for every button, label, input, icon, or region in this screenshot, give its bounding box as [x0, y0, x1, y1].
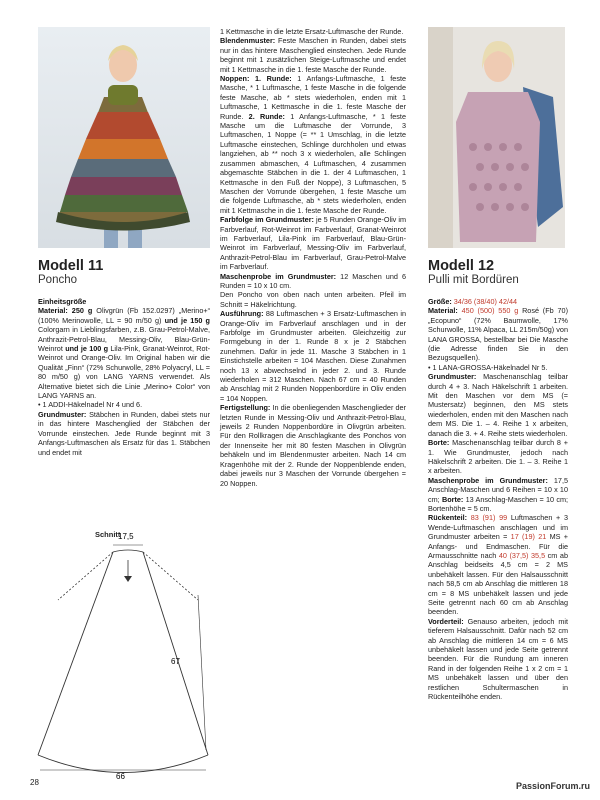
model12-header: [428, 258, 519, 287]
groesse-line: Größe: 34/36 (38/40) 42/44: [428, 297, 518, 306]
watermark: PassionForum.ru: [515, 781, 590, 791]
noppen-paragraph: Noppen: 1. Runde: 1 Anfangs-Luftmasche, 1 feste Masche, * 1 Luftmasche, 1 feste Masche in die folgende feste Masche, ab * stets wiederholen, enden mit 1 Luftmasche, 1 Kettmasche in die 1. feste Masche der Runde. 2. Runde: 1 Anfangs-Luftmasche, * 1 feste Masche um die Luftmasche der Vorrunde, 3 Luftmaschen, 1 Noppe (= ** 1 Umschlag, in die letzte Luftmasche einstechen, Schlinge durchholen und etwas langziehen, ab ** noch 3 x wiederholen, alle Schlingen zusammen abmaschen, 4 Luftmaschen, 4 zusammen abgemaschte Stäbchen in die 1. der 4 Luftmaschen, 1 Kettmasche in den Fuß der Noppe), 3 Luftmaschen, 5 Maschen der Vorrunde übergehen, 1 feste Masche um die folgende Luftmasche, ab * stets wiederholen, enden mit 1 Kettmasche in die 1. feste Masche der Runde.: [220, 74, 406, 215]
grundmuster-paragraph: Grundmuster: Stäbchen in Runden, dabei stets nur in das hintere Maschenglied der Stäbchen der Vorrunde einstechen. Jede Runde beginnt mit 3 Anfangs-Luftmaschen als Ersatz für das 1. Stäbchen und endet mit: [38, 409, 210, 457]
maschenprobe12-paragraph: Maschenprobe im Grundmuster: 17,5 Anschlag-Maschen und 6 Reihen = 10 x 10 cm; Borte: 13 Anschlag-Maschen = 10 cm; Bortenhöhe = 5 cm.: [428, 475, 568, 513]
model12-number: Modell 12: [428, 258, 495, 274]
dim-top: 17,5: [118, 532, 134, 541]
model11-header: [38, 258, 103, 287]
borte-paragraph: Borte: Maschenanschlag teilbar durch 8 + 1. Wie Grundmuster, jedoch nach Häkelschrift 2 arbeiten. Die 1. – 3. Reihe 1 x arbeiten.: [428, 438, 568, 476]
column-3: [428, 297, 568, 701]
farbfolge-paragraph: Farbfolge im Grundmuster: je 5 Runden Orange-Oliv im Farbverlauf, Rot-Weinrot im Farbverlauf, Granat-Weinrot im Farbverlauf, Lila-Pink im Farbverlauf, Blau-Grün-Weinrot im Farbverlauf, Messing-Oliv im Farbverlauf, Anthrazit-Petrol-Blau im Farbverlauf, Grau-Petrol-Malve im Farbverlauf.: [220, 215, 407, 272]
maschenprobe-paragraph: Maschenprobe im Grundmuster: 12 Maschen und 6 Runden = 10 x 10 cm.: [220, 271, 406, 290]
hook-line: • 1 ADDI-Häkelnadel Nr 4 und 6.: [38, 400, 143, 410]
fertigstellung-paragraph: Fertigstellung: In die obenliegenden Maschenglieder der letzten Runde in Messing-Oliv und Anthrazit-Petrol-Blau, jeweils 2 Runden Noppenbordüre in Olivgrün arbeiten. Für den Rollkragen die Anschlagkante des Ponchos von der Innenseite her mit 80 festen Maschen in Olivgrün behäkeln und im Blendenmuster arbeiten. Nach 14 cm Kragenhöhe mit der 2. Runde der Noppenblende enden, dabei jeweils nur 3 Maschen der Vorrunde übergehen = 20 Noppen.: [220, 403, 406, 488]
rueckenteil-paragraph: Rückenteil: 83 (91) 99 Luftmaschen + 3 Wende-Luftmaschen anschlagen und im Grundmuster arbeiten = 17 (19) 21 MS + Anfangs- und Endmaschen. Für die Armausschnitte nach 40 (37,5) 35,5 cm ab Anschlag beidseits 4,5 cm = 2 MS unbehäkelt lassen. Für den Halsausschnitt nach 58,5 cm ab Anschlag die mittleren 18 cm = 8 MS unbehäkelt lassen und jede Seite getrennt nach 60 cm ab Anschlag beenden.: [428, 513, 568, 617]
ausfuehrung-paragraph: Ausführung: 88 Luftmaschen + 3 Ersatz-Luftmaschen in Orange-Oliv im Farbverlauf anschlagen und in der Farbfolge im Grundmuster arbeiten. Gleichzeitig zur Formgebung in der 1. Runde 8 x je 2 Stäbchen zunehmen. Dafür in jede 11. Masche 3 Stäbchen in 1 Einstichstelle arbeiten = 104 Maschen. Diese Zunahmen noch 13 x abwechselnd in jeder 2. und 3. Runde wiederholen = 312 Maschen. Nach 67 cm = 40 Runden ab Anschlag mit 2 Runden Noppenbordüre in Oliv enden = 104 Noppen.: [220, 309, 406, 403]
blendenmuster-paragraph: Blendenmuster: Feste Maschen in Runden, dabei stets nur in das hintere Maschenglied einstechen. Jede Runde beginnt mit 1 zusätzlichen Steige-Luftmasche und endet mit 1 Kettmasche in die 1. feste Masche der Runde.: [220, 36, 406, 74]
schnitt-label: Schnitt: [95, 530, 121, 539]
material-paragraph: Material: 250 g Olivgrün (Fb 152.0297) „Merino+“ (100% Merinowolle, LL = 90 m/50 g) und je 150 g Colorgarn in Lieblingsfarben, z.B. Grau-Petrol-Malve, Anthrazit-Petrol-Blau, Messing-Oliv, Blau-Grün-Weinrot und je 100 g Lila-Pink, Granat-Weinrot, Rot-Weinrot und Orange-Oliv. Im Original haben wir die Qualität „Finn“ (72% Schurwolle, 28% Polyacryl, LL = 80 m/50 g) von LANG YARNS verwendet. Als Alternative bietet sich die Linie „Merino+ Color“ von LANG YARNS an.: [38, 306, 210, 401]
poncho-note: Den Poncho von oben nach unten arbeiten. Pfeil im Schnitt = Häkelrichtung.: [220, 290, 406, 309]
column-1: [38, 297, 210, 457]
vorderteil-paragraph: Vorderteil: Genauso arbeiten, jedoch mit tieferem Halsausschnitt. Dafür nach 52 cm ab Anschlag die mittleren 14 cm = 6 MS unbehäkelt lassen und jede Seite getrennt beenden. Für die Rundung am inneren Rand in der folgenden Reihe 1 x 2 cm = 1 MS unbehäkelt lassen und über den restlichen Schultermaschen in Rückenteilhöhe enden.: [428, 616, 568, 702]
mid-intro: 1 Kettmasche in die letzte Ersatz-Luftmasche der Runde.: [220, 27, 404, 36]
page-number: 28: [30, 778, 39, 787]
poncho-illustration: [38, 27, 210, 248]
pullover-illustration: [428, 27, 565, 248]
size-heading: Einheitsgröße: [38, 297, 87, 306]
poncho-photo: [38, 27, 210, 248]
hook12-line: • 1 LANA-GROSSA-Häkelnadel Nr 5.: [428, 362, 548, 372]
model11-number: Modell 11: [38, 258, 104, 274]
material12-paragraph: Material: 450 (500) 550 g Rosé (Fb 70) „Ecopuno“ (72% Baumwolle, 17% Schurwolle, 11% Alpaca, LL 215m/50g) von LANA GROSSA, bestellbar bei Die Masche (die Adresse finden Sie in den Bezugsquellen).: [428, 306, 568, 363]
model12-name: Pulli mit Bordüren: [428, 274, 519, 286]
pullover-photo: [428, 27, 565, 248]
dim-side: 67: [171, 657, 180, 666]
grundmuster12-paragraph: Grundmuster: Maschenanschlag teilbar durch 4 + 3. Nach Häkelschrift 1 arbeiten. Mit den Maschen vor dem MS (= Mustersatz) beginnen, den MS stets wiederholen, enden mit den Maschen nach dem MS. Die 1. – 4. Reihe 1 x arbeiten, danach die 3. + 4. Reihe stets wiederholen.: [428, 372, 568, 438]
dim-bottom: 66: [116, 772, 125, 781]
model11-name: Poncho: [38, 274, 78, 286]
column-2: [220, 27, 406, 488]
